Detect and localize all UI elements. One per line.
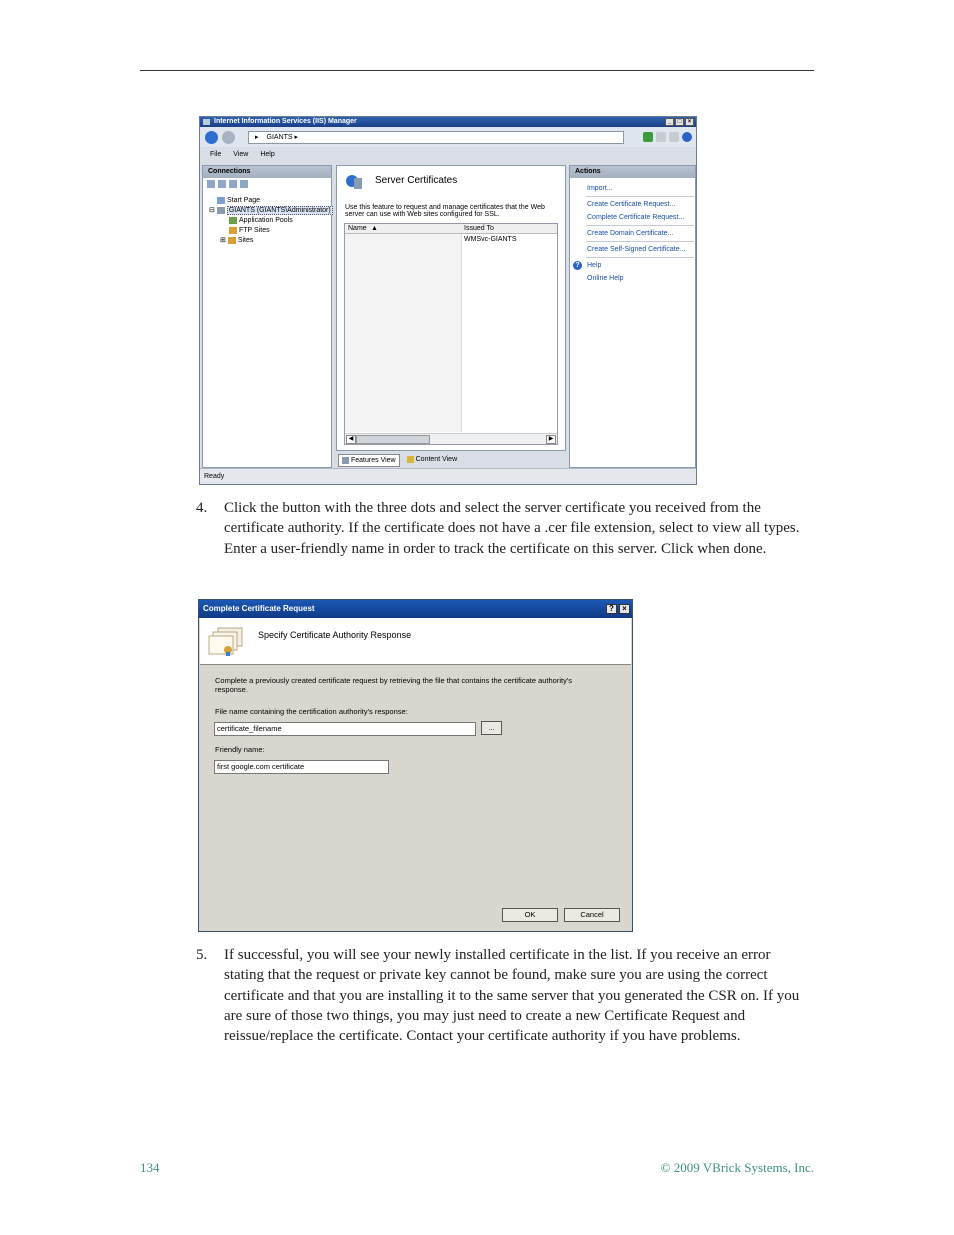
tab-content-view[interactable]: [404, 454, 461, 465]
cancel-button[interactable]: Cancel: [564, 908, 620, 922]
friendly-name-input[interactable]: first google.com certificate: [214, 760, 389, 774]
connections-panel: [202, 165, 332, 468]
sort-arrow-icon: ▲: [371, 225, 378, 232]
action-help[interactable]: Help: [587, 262, 602, 269]
dialog-title-bar: [199, 600, 632, 618]
features-view-icon: [342, 457, 349, 464]
scroll-left-icon[interactable]: ◀: [346, 435, 356, 444]
address-segment: GIANTS: [266, 134, 293, 141]
copyright: © 2009 VBrick Systems, Inc.: [660, 1160, 814, 1175]
action-complete-request[interactable]: Complete Certificate Request...: [587, 214, 685, 221]
stop-icon[interactable]: [656, 132, 666, 142]
list-item[interactable]: WMSvc-GIANTS: [464, 236, 517, 243]
tree-app-pools[interactable]: [229, 216, 293, 226]
ok-button[interactable]: OK: [502, 908, 558, 922]
menu-view[interactable]: View: [233, 151, 249, 158]
help-icon[interactable]: [682, 132, 692, 142]
iis-title-bar: [200, 117, 696, 127]
feature-panel: [336, 165, 566, 451]
file-name-input[interactable]: certificate_filename: [214, 722, 476, 736]
divider: [586, 241, 694, 242]
tree-sites[interactable]: ⊞ Sites: [220, 237, 254, 244]
connect-server-icon[interactable]: [240, 180, 248, 188]
home-icon[interactable]: [669, 132, 679, 142]
name-column-fill: [345, 234, 462, 432]
sites-icon: [228, 237, 236, 244]
minimize-button[interactable]: _: [665, 118, 674, 126]
up-icon[interactable]: [229, 180, 237, 188]
step-text: If successful, you will see your newly installed certificate in the list. If you receive an error stating that the request or private key cannot be found, make sure you are using the correct certificate and that you are installing it to the same server that you generated the CSR on. If you are sure of those two things, you may just need to create a new Certificate Request and reissue/replace the certificate. Contact your certificate authority if you have problems.: [224, 947, 800, 1045]
friendly-name-label: Friendly name:: [215, 745, 265, 754]
connections-toolbar: [203, 178, 331, 190]
column-issued-to[interactable]: Issued To: [464, 225, 494, 232]
help-circle-icon: ?: [573, 261, 582, 270]
tree-server-label: GIANTS (GIANTS\Administrator): [228, 207, 331, 214]
browse-button[interactable]: ...: [481, 721, 502, 735]
close-button[interactable]: ×: [685, 118, 694, 126]
dialog-close-button[interactable]: ×: [619, 604, 630, 614]
tab-features-view[interactable]: [338, 454, 400, 467]
dialog-help-button[interactable]: ?: [606, 604, 617, 614]
tree-app-pools-label: Application Pools: [239, 217, 293, 224]
actions-header: Actions: [570, 166, 695, 178]
new-connection-icon[interactable]: [207, 180, 215, 188]
horizontal-scrollbar[interactable]: [345, 433, 557, 444]
connect-icon[interactable]: [643, 132, 653, 142]
dialog-header-title: Specify Certificate Authority Response: [258, 630, 412, 640]
menu-bar: [200, 149, 696, 161]
address-bar: [200, 127, 696, 147]
server-icon: [217, 207, 225, 214]
action-create-domain[interactable]: Create Domain Certificate...: [587, 230, 674, 237]
certificate-list[interactable]: [344, 223, 558, 445]
action-online-help[interactable]: Online Help: [587, 275, 624, 282]
divider: [586, 225, 694, 226]
iis-manager-window: [199, 116, 697, 485]
actions-panel: [569, 165, 696, 468]
step-number: 4.: [196, 500, 208, 516]
certificate-icon: [345, 173, 363, 191]
menu-file[interactable]: File: [210, 151, 222, 158]
divider: [586, 196, 694, 197]
dialog-intro: Complete a previously created certificate request by retrieving the file that contains the certificate authority's response.: [215, 676, 573, 694]
address-box[interactable]: ▸ GIANTS ▸: [248, 131, 624, 144]
tab-features-label: Features View: [351, 457, 396, 464]
save-icon[interactable]: [218, 180, 226, 188]
ftp-sites-icon: [229, 227, 237, 234]
step-text: Click the button with the three dots and select the server certificate you received from the certificate authority. If the certificate does not have a .cer file extension, select to view all types. Enter a user-friendly name in order to track the certificate on this server. Click when done.: [224, 500, 800, 557]
certificate-stack-icon: [208, 626, 244, 656]
tab-content-label: Content View: [415, 456, 458, 463]
forward-button[interactable]: [222, 131, 235, 144]
view-tabs: [338, 454, 460, 467]
step-number: 5.: [196, 947, 208, 963]
scroll-thumb[interactable]: [356, 435, 430, 444]
iis-app-icon: [203, 119, 210, 125]
tree-start-page[interactable]: [217, 196, 260, 206]
app-pools-icon: [229, 217, 237, 224]
start-page-icon: [217, 197, 225, 204]
content-view-icon: [407, 456, 414, 463]
action-create-self-signed[interactable]: Create Self-Signed Certificate...: [587, 246, 686, 253]
header-rule: [140, 70, 814, 71]
action-import[interactable]: Import...: [587, 185, 613, 192]
file-label: File name containing the certification authority's response:: [215, 707, 408, 716]
action-create-request[interactable]: Create Certificate Request...: [587, 201, 676, 208]
tree-sites-label: Sites: [237, 237, 254, 244]
scroll-right-icon[interactable]: ▶: [546, 435, 556, 444]
menu-help[interactable]: Help: [260, 151, 275, 158]
page-number: 134: [140, 1160, 160, 1175]
status-bar: Ready: [200, 468, 696, 484]
dialog-title: Complete Certificate Request: [203, 604, 315, 613]
back-button[interactable]: [205, 131, 218, 144]
complete-certificate-dialog: [198, 599, 633, 932]
tree-start-page-label: Start Page: [227, 197, 261, 204]
connections-header: Connections: [203, 166, 331, 178]
iis-window-title: Internet Information Services (IIS) Manager: [214, 118, 357, 125]
column-name[interactable]: Name: [348, 225, 367, 232]
dialog-header: [200, 618, 631, 665]
list-header: [345, 224, 557, 234]
feature-title: Server Certificates: [375, 175, 458, 186]
tree-ftp-sites[interactable]: [229, 226, 270, 236]
tree-server[interactable]: ⊟ GIANTS (GIANTS\Administrator): [209, 207, 331, 214]
feature-description: Use this feature to request and manage certificates that the Web server can use with Web sites configured for SSL.: [345, 204, 545, 218]
divider: [586, 257, 694, 258]
tree-ftp-sites-label: FTP Sites: [239, 227, 270, 234]
maximize-button[interactable]: □: [675, 118, 684, 126]
